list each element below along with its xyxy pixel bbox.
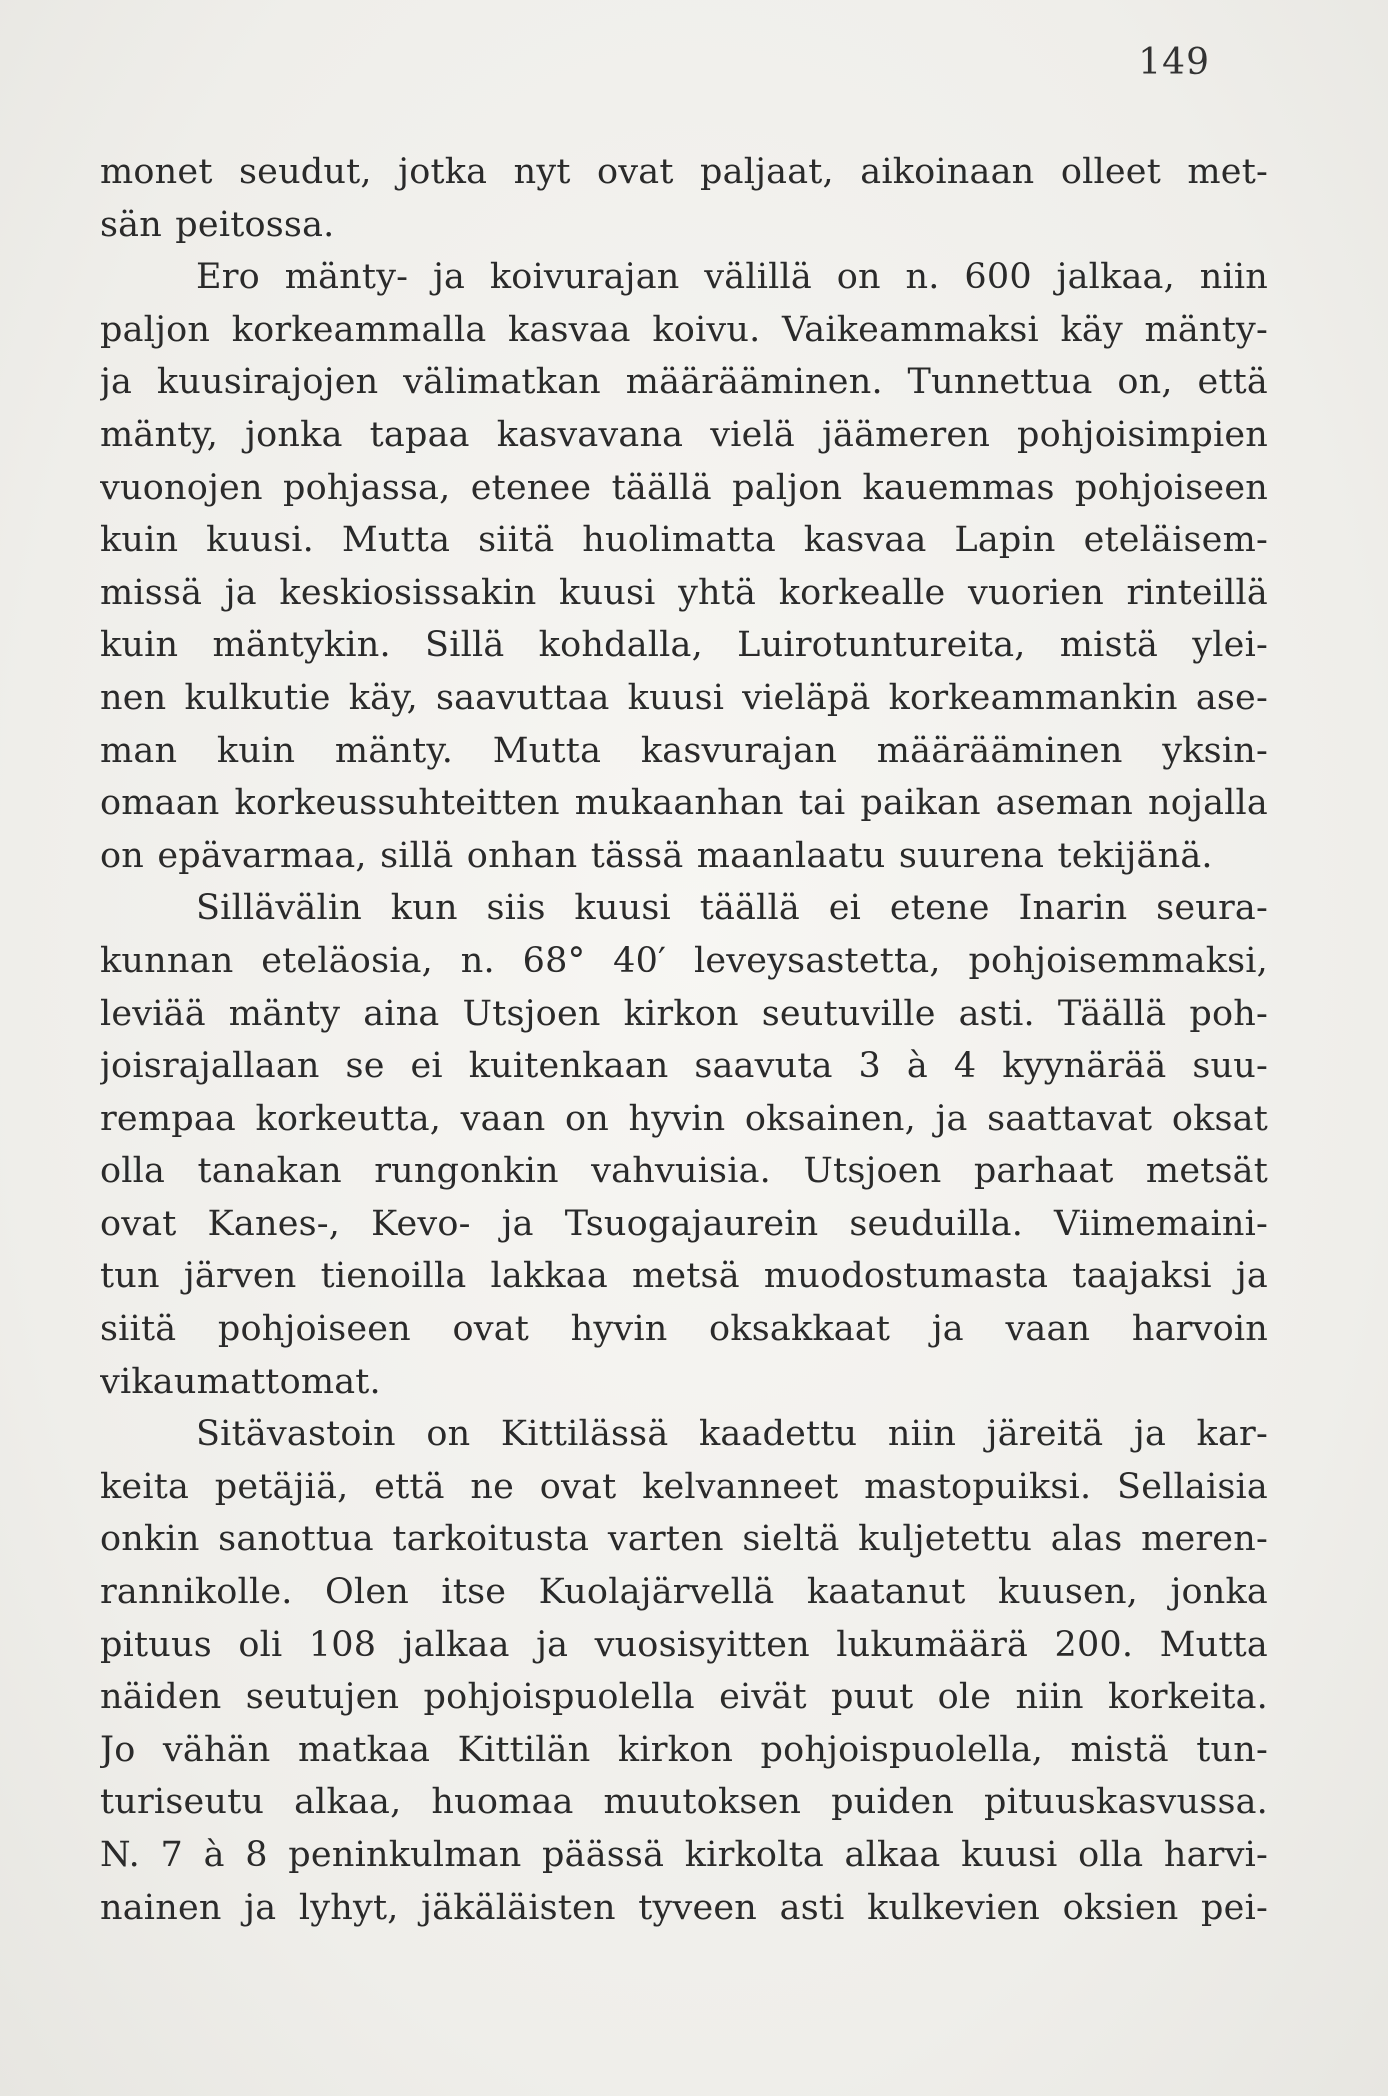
text-line: tun järven tienoilla lakkaa metsä muodostumasta taajaksi ja [100, 1256, 1268, 1297]
text-line: man kuin mänty. Mutta kasvurajan määrääminen yksin- [100, 730, 1268, 771]
text-line: keita petäjiä, että ne ovat kelvanneet mastopuiksi. Sellaisia [100, 1466, 1268, 1507]
text-line: on epävarmaa, sillä onhan tässä maanlaatu suurena tekijänä. [100, 835, 1213, 876]
text-line: ovat Kanes-, Kevo- ja Tsuogajaurein seuduilla. Viimemaini- [100, 1203, 1268, 1244]
text-line: joisrajallaan se ei kuitenkaan saavuta 3 à 4 kyynärää suu- [100, 1046, 1268, 1087]
text-line: mänty, jonka tapaa kasvavana vielä jäämeren pohjoisimpien [100, 414, 1268, 455]
text-line: missä ja keskiosissakin kuusi yhtä korkealle vuorien rinteillä [100, 572, 1268, 613]
text-line: Jo vähän matkaa Kittilän kirkon pohjoispuolella, mistä tun- [100, 1729, 1268, 1770]
text-line: siitä pohjoiseen ovat hyvin oksakkaat ja vaan harvoin [100, 1309, 1268, 1350]
text-line: paljon korkeammalla kasvaa koivu. Vaikeammaksi käy mänty- [100, 309, 1268, 350]
text-line: näiden seutujen pohjoispuolella eivät puut ole niin korkeita. [100, 1677, 1268, 1718]
page-number: 149 [1138, 42, 1210, 83]
text-line: kuin kuusi. Mutta siitä huolimatta kasvaa Lapin eteläisem- [100, 520, 1268, 561]
text-line: rempaa korkeutta, vaan on hyvin oksainen, ja saattavat oksat [100, 1098, 1268, 1139]
text-line: ja kuusirajojen välimatkan määrääminen. Tunnettua on, että [100, 362, 1268, 403]
text-line: nainen ja lyhyt, jäkäläisten tyveen asti kulkevien oksien pei- [100, 1887, 1268, 1928]
text-line: turiseutu alkaa, huomaa muutoksen puiden pituuskasvussa. [100, 1782, 1268, 1823]
text-line: omaan korkeussuhteitten mukaanhan tai paikan aseman nojalla [100, 783, 1268, 824]
text-line: nen kulkutie käy, saavuttaa kuusi vieläpä korkeammankin ase- [100, 677, 1268, 718]
paragraph-start-line: Ero mänty- ja koivurajan välillä on n. 600 jalkaa, niin [196, 257, 1268, 298]
text-line: monet seudut, jotka nyt ovat paljaat, aikoinaan olleet met- [100, 152, 1268, 192]
body-text [100, 146, 1268, 1934]
paragraph-start-line: Sillävälin kun siis kuusi täällä ei etene Inarin seura- [196, 888, 1268, 929]
text-line: rannikolle. Olen itse Kuolajärvellä kaatanut kuusen, jonka [100, 1572, 1268, 1613]
text-line: pituus oli 108 jalkaa ja vuosisyitten lukumäärä 200. Mutta [100, 1624, 1268, 1665]
text-line: kunnan eteläosia, n. 68° 40′ leveysastetta, pohjoisemmaksi, [100, 940, 1268, 981]
text-line: olla tanakan rungonkin vahvuisia. Utsjoen parhaat metsät [100, 1151, 1268, 1192]
text-line: onkin sanottua tarkoitusta varten sieltä kuljetettu alas meren- [100, 1519, 1268, 1560]
text-line: sän peitossa. [100, 204, 335, 245]
text-line: vuonojen pohjassa, etenee täällä paljon kauemmas pohjoiseen [100, 467, 1268, 508]
paragraph-start-line: Sitävastoin on Kittilässä kaadettu niin järeitä ja kar- [196, 1414, 1268, 1455]
text-line: kuin mäntykin. Sillä kohdalla, Luirotuntureita, mistä ylei- [100, 625, 1268, 666]
text-line: leviää mänty aina Utsjoen kirkon seutuville asti. Täällä poh- [100, 993, 1268, 1034]
text-line: vikaumattomat. [100, 1361, 381, 1402]
text-line: N. 7 à 8 peninkulman päässä kirkolta alkaa kuusi olla harvi- [100, 1835, 1268, 1875]
